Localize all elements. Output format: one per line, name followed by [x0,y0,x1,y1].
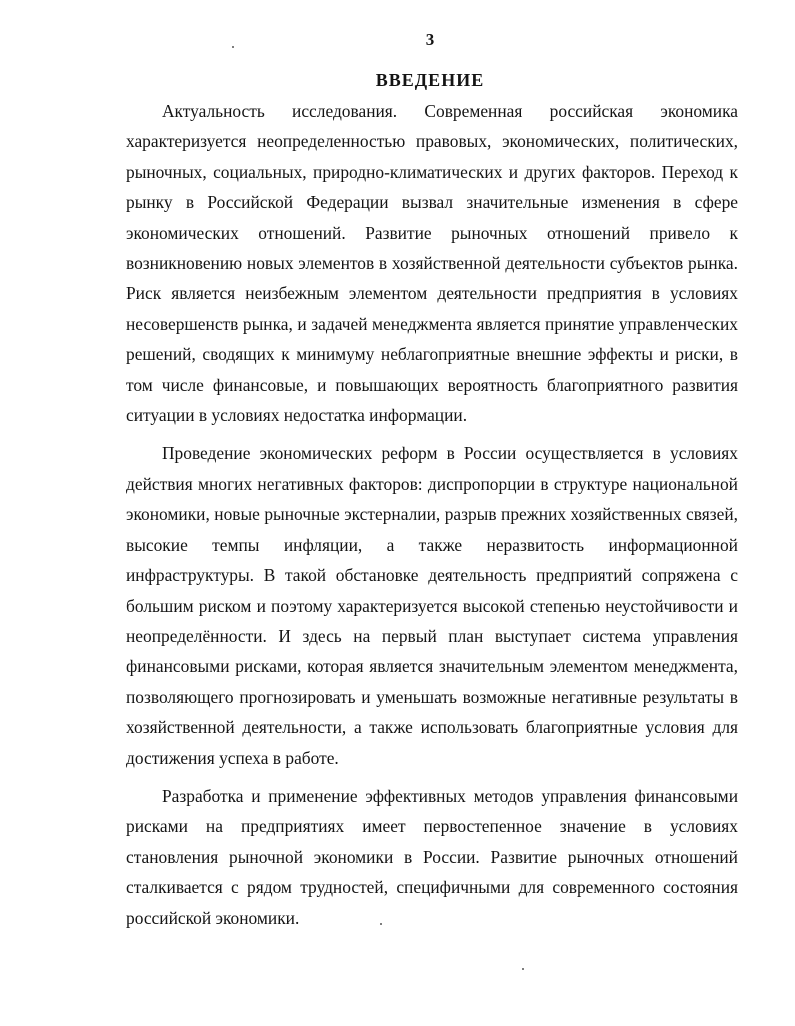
document-body [126,96,738,941]
page-number: 3 [425,30,435,49]
section-heading: ВВЕДЕНИЕ [375,70,485,90]
scan-speck [232,46,234,48]
paragraph-2: Проведение экономических реформ в России осуществляется в условиях действия многих негативных факторов: диспропорции в структуре национальной экономики, новые рыночные экстерналии, разрыв прежних хозяйственных связей, высокие темпы инфляции, а также неразвитость информационной инфраструктуры. В такой обстановке деятельность предприятий сопряжена с большим риском и поэтому характеризуется высокой степенью неустойчивости и неопределённости. И здесь на первый план выступает система управления финансовыми рисками, которая является значительным элементом менеджмента, позволяющего прогнозировать и уменьшать возможные негативные результаты в хозяйственной деятельности, а также использовать благоприятные условия для достижения успеха в работе. [126,443,738,768]
scan-speck [380,923,382,925]
paragraph-1: Актуальность исследования. Современная российская экономика характеризуется неопределенностью правовых, экономических, политических, рыночных, социальных, природно-климатических и других факторов. Переход к рынку в Российской Федерации вызвал значительные изменения в сфере экономических отношений. Развитие рыночных отношений привело к возникновению новых элементов в хозяйственной деятельности субъектов рынка. Риск является неизбежным элементом деятельности предприятия в условиях несовершенств рынка, и задачей менеджмента является принятие управленческих решений, сводящих к минимуму неблагоприятные внешние эффекты и риски, в том числе финансовые, и повышающих вероятность благоприятного развития ситуации в условиях недостатка информации. [126,101,738,426]
paragraph-3: Разработка и применение эффективных методов управления финансовыми рисками на предприятиях имеет первостепенное значение в условиях становления рыночной экономики в России. Развитие рыночных отношений сталкивается с рядом трудностей, специфичными для современного состояния российской экономики. [126,785,738,928]
scan-speck [522,968,524,970]
